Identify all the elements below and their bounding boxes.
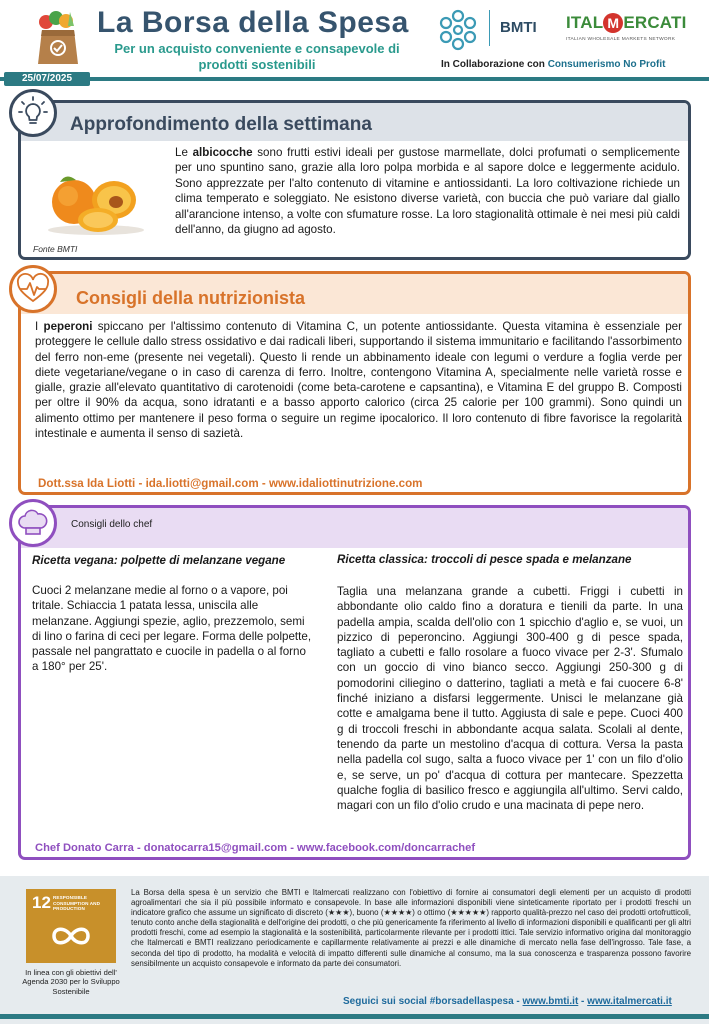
- bmti-logo-icon: [436, 8, 480, 52]
- nutrizionista-text-body: spiccano per l'altissimo contenuto di Vitamina C, un potente antiossidante. Questa vitamina è essenziale per proteggere le cellule dallo stress ossidativo e dai radicali liberi, supportando il sistema immunitario e facilitando l'assorbimento del ferro non-eme (presente nei vegetali). Questo li rende un abbinamento ideale con legumi o verdure a foglia verde per diete vegetariane/vegane o in caso di carenza di ferro. Inoltre, contengono Vitamina A, specialmente nelle varietà rosse e gialle, grazie all'elevato quantitativo di carotenoidi (come beta-carotene e capsantina), e Vitamina E del gruppo B. Composti per oltre il 90% da acqua, sono idratanti e a basso apporto calorico (circa 25 calorie per 100 grammi). Sono quindi un alimento ottimo per mantenere il peso forma o seguire un regime ipocalorico. Il loro contenuto di fibre favorisce la regolarità intestinale e aumenta il senso di sazietà.: [35, 320, 682, 441]
- chef-header: [21, 508, 688, 548]
- collaboration-partner: Consumerismo No Profit: [547, 59, 666, 70]
- logo-divider: [489, 10, 490, 46]
- collaboration-prefix: In Collaborazione con: [441, 59, 548, 70]
- italmercati-logo-pre: ITAL: [566, 13, 604, 32]
- sdg-number: 12: [32, 893, 51, 912]
- chef-signature: Chef Donato Carra - donatocarra15@gmail.com - www.facebook.com/doncarrachef: [35, 842, 476, 854]
- sdg-caption: In linea con gli obiettivi dell' Agenda 2030 per lo Sviluppo Sostenibile: [22, 968, 120, 996]
- bmti-link[interactable]: www.bmti.it: [522, 996, 579, 1007]
- sdg12-badge: [26, 889, 116, 963]
- social-links: [343, 996, 672, 1007]
- approfondimento-product: albicocche: [192, 146, 253, 159]
- page-title: La Borsa della Spesa: [97, 6, 409, 39]
- nutrizionista-text: [35, 319, 682, 441]
- collaboration-note: [441, 59, 665, 70]
- approfondimento-text-pre: Le: [175, 146, 193, 159]
- apricots-image: [36, 162, 154, 238]
- recipe-vegan-title: Ricetta vegana: polpette di melanzane vegane: [32, 554, 286, 567]
- chef-hat-icon: [9, 499, 57, 547]
- italmercati-logo-post: ERCATI: [623, 13, 687, 32]
- footer-bottom-line: [0, 1014, 709, 1019]
- nutrizionista-header: [21, 274, 688, 314]
- footer-disclaimer: La Borsa della spesa è un servizio che BMTI e Italmercati realizzano con l'obiettivo di fornire ai consumatori degli elementi per un acquisto di prodotti agroalimentari che sia il più possibile informato e consapevole. In base alle informazioni disponibili viene sinteticamente riportato per i prodotti freschi un indicatore grafico che assume un significato di discreto (★★★), buono (★★★★) o ottimo (★★★★★) rapporto qualità-prezzo nel caso dei prodotti ortofrutticoli, tenuto conto anche della stagionalità e dell'origine dei prodotti, o che più genericamente fa riferimento al livello di informazioni disponibili e qualificanti per gli altri prodotti freschi, come ad esempio la stagionalità e la sostenibilità, particolarmente rilevante per i prodotti ittici. Tale servizio informativo origina dal monitoraggio che Italmercati e BMTI realizzano periodicamente e capillarmente relativamente ai prezzi e alle dinamiche di mercato nella fase dell'ingrosso. Tale fase, a seconda del tipo di prodotto, ha modalità e velocità di impatto differenti sulle dinamiche al consumo, ma la sua conoscenza e trasparenza possono favorire sensibilmente un acquisto consapevole e informato da parte dei consumatori.: [131, 888, 691, 968]
- approfondimento-title: Approfondimento della settimana: [70, 114, 372, 135]
- date-divider-line: [0, 77, 709, 81]
- image-credit: Fonte BMTI: [33, 244, 78, 254]
- recipe-classic-text: Taglia una melanzana grande a cubetti. Friggi i cubetti in abbondante olio caldo fino a doratura e tienili da parte. In una padella ampia, scalda dell'olio con 1 spicchio d'aglio e, se vuoi, un pizzico di peperoncino. Aggiungi 300-400 g di pesce spada, tagliato a cubetti e fallo rosolare a fuoco vivace per 2-3'. Sfumalo con un goccio di vino bianco secco. Aggiungi 250-300 g di pomodorini ciliegino o datterino, tagliati a metà e fai cuocere 6-8' finché iniziano a disfarsi leggermente. Unisci le melanzane già cotte e amalgama bene il tutto. Aggiusta di sale e pepe. Cuoci 400 g di troccoli freschi in abbondante acqua salata. Scolali al dente, tenendo da parte un mestolino d'acqua di cottura. Versa la pasta nella padella col sugo, salta a fuoco vivace per 1' con un filo d'olio e, se serve, un po' d'acqua di cottura per mantecare. Spezzetta qualche foglia di basilico fresco e aggiungila all'ultimo. Servi caldo, magari con un filo d'olio crudo e una macinata di pepe nero.: [337, 585, 683, 813]
- recipe-classic-title: Ricetta classica: troccoli di pesce spada e melanzane: [337, 553, 632, 566]
- page-subtitle: Per un acquisto conveniente e consapevole di prodotti sostenibili: [114, 41, 400, 72]
- nutrizionista-signature: Dott.ssa Ida Liotti - ida.liotti@gmail.com - www.idaliottinutrizione.com: [38, 477, 423, 490]
- lightbulb-icon: [9, 89, 57, 137]
- heart-pulse-icon: [9, 265, 57, 313]
- social-prefix: Seguici sui social #borsadellaspesa -: [343, 996, 523, 1007]
- date-bar: [0, 72, 709, 86]
- italmercati-logo-m: M: [603, 13, 623, 33]
- shopping-bag-logo-icon: [34, 8, 82, 66]
- italmercati-tagline: ITALIAN WHOLESALE MARKETS NETWORK: [566, 37, 676, 42]
- page-header: [0, 0, 709, 72]
- italmercati-logo: [566, 13, 687, 33]
- issue-date: 25/07/2025: [4, 72, 90, 86]
- infinity-icon: [48, 921, 94, 951]
- sdg-label: RESPONSIBLE CONSUMPTION AND PRODUCTION: [53, 895, 101, 912]
- recipe-vegan-text: Cuoci 2 melanzane medie al forno o a vapore, poi tritale. Schiaccia 1 patata lessa, uniscila alle melanzane. Aggiungi spezie, aglio, prezzemolo, semi di lino o farina di ceci per legare. Forma delle polpette, passale nel pangrattato e cuocile in padella o al forno a 180° per 25'.: [32, 584, 312, 674]
- nutrizionista-product: peperoni: [43, 320, 93, 333]
- italmercati-link[interactable]: www.italmercati.it: [587, 996, 672, 1007]
- approfondimento-text: [175, 145, 680, 237]
- nutrizionista-title: Consigli della nutrizionista: [76, 288, 306, 308]
- approfondimento-header: [21, 103, 688, 141]
- chef-title: Consigli dello chef: [71, 519, 153, 530]
- approfondimento-text-body: sono frutti estivi ideali per gustose marmellate, dolci profumati o semplicemente per uno spuntino sano, grazie alla loro polpa morbida e al sapore dolce e leggermente acidulo. Sono apprezzate per l'alto contenuto di vitamine e antiossidanti. La loro coltivazione richiede un clima temperato e soleggiato. Ne esistono diverse varietà, con buccia che può variare dal giallo all'arancione intenso, a volte con sfumature rosse. La loro stagionalità ottimale è nei mesi più caldi dell'anno, da giugno ad agosto.: [175, 146, 680, 237]
- social-separator: -: [578, 996, 588, 1007]
- nutrizionista-text-pre: I: [35, 320, 44, 333]
- bmti-logo-text: BMTI: [500, 19, 537, 36]
